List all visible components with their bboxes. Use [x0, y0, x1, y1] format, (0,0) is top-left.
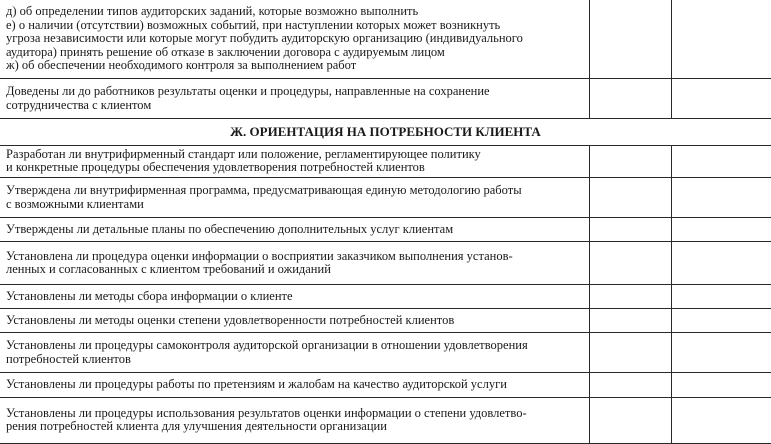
question-cell	[0, 333, 589, 373]
question-cell	[0, 79, 589, 119]
section-heading: Ж. ОРИЕНТАЦИЯ НА ПОТРЕБНОСТИ КЛИЕНТА	[0, 119, 771, 145]
question-text-line: Установлены ли методы сбора информации о клиенте	[6, 288, 293, 303]
answer-cell[interactable]	[589, 145, 671, 177]
question-cell	[0, 284, 589, 308]
answer-cell[interactable]	[589, 397, 671, 443]
checklist-row	[0, 397, 771, 443]
answer-cell[interactable]	[589, 218, 671, 242]
question-cell	[0, 397, 589, 443]
answer-cell[interactable]	[589, 177, 671, 217]
question-text-line: Разработан ли внутрифирменный стандарт или положение, регламентирующее политику	[6, 146, 481, 161]
checklist-row	[0, 79, 771, 119]
question-text-line: д) об определении типов аудиторских заданий, которые возможно выполнить	[6, 4, 419, 19]
question-text-line: Утверждена ли внутрифирменная программа, предусматривающая единую методологию работы	[6, 183, 522, 198]
question-text-line: Доведены ли до работников результаты оценки и процедуры, направленные на сохранение	[6, 84, 490, 99]
comment-cell[interactable]	[671, 373, 771, 397]
answer-cell[interactable]	[589, 333, 671, 373]
checklist-row	[0, 284, 771, 308]
comment-cell[interactable]	[671, 333, 771, 373]
checklist-row	[0, 333, 771, 373]
checklist-row	[0, 308, 771, 332]
question-cell	[0, 145, 589, 177]
answer-cell[interactable]	[589, 308, 671, 332]
comment-cell[interactable]	[671, 0, 771, 79]
question-text-line: Утверждены ли детальные планы по обеспечению дополнительных услуг клиентам	[6, 222, 454, 237]
question-text-line: аудитора) принять решение об отказе в заключении договора с аудируемым лицом	[6, 44, 445, 59]
answer-cell[interactable]	[589, 373, 671, 397]
question-text-line: с возможными клиентами	[6, 196, 144, 211]
checklist-row	[0, 242, 771, 284]
answer-cell[interactable]	[589, 242, 671, 284]
question-cell	[0, 218, 589, 242]
question-text-line: и конкретные процедуры обеспечения удовлетворения потребностей клиентов	[6, 160, 425, 175]
question-text-line: сотрудничества с клиентом	[6, 97, 152, 112]
question-cell	[0, 373, 589, 397]
question-text-line: Установлены ли процедуры использования результатов оценки информации о степени удовлетво-	[6, 405, 527, 420]
question-text-line: ж) об обеспечении необходимого контроля за выполнением работ	[6, 58, 357, 73]
question-cell	[0, 0, 589, 79]
comment-cell[interactable]	[671, 284, 771, 308]
checklist-row	[0, 145, 771, 177]
section-heading-row	[0, 119, 771, 145]
comment-cell[interactable]	[671, 397, 771, 443]
checklist-row	[0, 0, 771, 79]
comment-cell[interactable]	[671, 177, 771, 217]
question-text-line: рения потребностей клиента для улучшения деятельности организации	[6, 419, 387, 434]
comment-cell[interactable]	[671, 218, 771, 242]
question-text-line: потребностей клиентов	[6, 351, 131, 366]
question-text-line: угроза независимости или которые могут побудить аудиторскую организацию (индивидуального	[6, 31, 523, 46]
question-text-line: Установлены ли методы оценки степени удовлетворенности потребностей клиентов	[6, 312, 455, 327]
question-text-line: Установлена ли процедура оценки информации о восприятии заказчиком выполнения установ-	[6, 248, 513, 263]
checklist-row	[0, 177, 771, 217]
question-cell	[0, 242, 589, 284]
checklist-row	[0, 373, 771, 397]
question-cell	[0, 308, 589, 332]
question-text-line: ленных и согласованных с клиентом требований и ожиданий	[6, 262, 331, 277]
checklist-row	[0, 218, 771, 242]
comment-cell[interactable]	[671, 242, 771, 284]
question-text-line: е) о наличии (отсутствии) возможных событий, при наступлении которых может возникнуть	[6, 17, 501, 32]
comment-cell[interactable]	[671, 145, 771, 177]
answer-cell[interactable]	[589, 0, 671, 79]
question-text-line: Установлены ли процедуры работы по претензиям и жалобам на качество аудиторской услуги	[6, 377, 507, 392]
question-text-line: Установлены ли процедуры самоконтроля аудиторской организации в отношении удовлетворения	[6, 338, 528, 353]
comment-cell[interactable]	[671, 79, 771, 119]
answer-cell[interactable]	[589, 284, 671, 308]
question-cell	[0, 177, 589, 217]
comment-cell[interactable]	[671, 308, 771, 332]
answer-cell[interactable]	[589, 79, 671, 119]
